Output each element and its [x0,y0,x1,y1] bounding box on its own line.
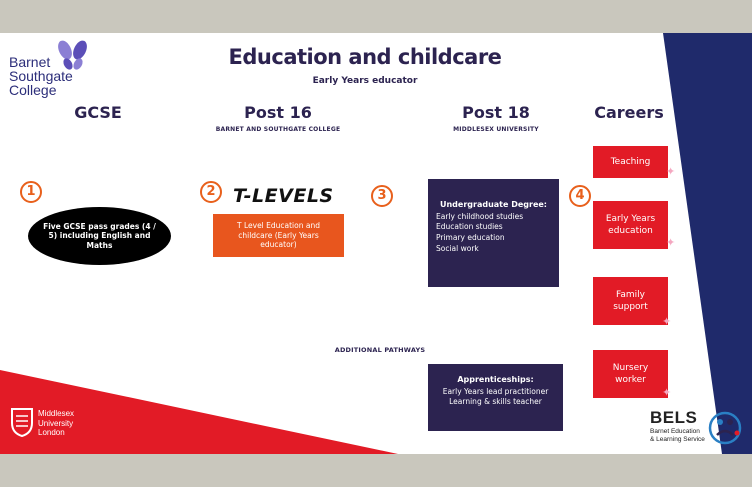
career-line: Nursery [612,362,649,373]
bels-logo-line2: & Learning Service [650,435,705,443]
column-title-post18: Post 18 [462,103,530,122]
degree-item: Early childhood studies [436,211,524,221]
university-logo-line3: London [38,428,65,437]
career-box-teaching [593,146,668,178]
column-title-post16: Post 16 [244,103,312,122]
apprenticeships-box [428,364,563,431]
bels-emblem-icon [708,411,742,445]
column-subtitle-post18: MIDDLESEX UNIVERSITY [453,126,539,133]
university-crest-icon [10,407,34,437]
additional-pathways-label: ADDITIONAL PATHWAYS [334,346,426,354]
navy-corner-band [663,33,752,454]
sparkle-icon: ✦ [662,386,672,399]
sparkle-icon: ✦ [662,315,672,328]
step-number-4: 4 [569,185,591,207]
degree-item: Social work [436,244,479,254]
gcse-requirement-text: Five GCSE pass grades (4 / 5) including English and Maths [43,221,156,250]
university-logo-line2: University [38,418,74,428]
college-logo-line2: Southgate [9,68,73,84]
page-subtitle: Early Years educator [312,76,418,86]
step-number-1: 1 [20,181,42,203]
bels-logo-wordmark: BELS [650,408,698,427]
career-line: Teaching [610,156,651,167]
degree-box [428,179,559,287]
column-subtitle-post16: BARNET AND SOUTHGATE COLLEGE [215,126,341,133]
career-line: Early Years [605,213,656,224]
tlevels-logo: T-LEVELS [233,185,334,207]
bels-logo [650,408,705,443]
apprenticeships-heading: Apprenticeships: [457,375,534,384]
sparkle-icon: ✦ [666,165,676,178]
tlevel-course-text: T Level Education and childcare (Early Years educator) [237,221,320,250]
career-line: Family [616,289,645,300]
career-box-early-years [593,201,668,249]
career-line: worker [615,375,646,385]
tlevel-course-box [213,214,344,257]
degree-heading: Undergraduate Degree: [439,200,547,209]
career-box-nursery-worker [593,350,668,398]
step-number-2: 2 [200,181,222,203]
step-number-3: 3 [371,185,393,207]
degree-item: Education studies [436,222,503,232]
career-line: support [613,302,648,312]
university-logo-line1: Middlesex [38,409,75,418]
college-logo-line1: Barnet [9,54,51,70]
college-logo-line3: College [9,82,57,98]
degree-item: Primary education [436,233,505,243]
slide [0,33,752,454]
apprenticeship-item: Early Years lead practitioner [442,386,549,396]
column-title-gcse: GCSE [74,103,122,122]
column-title-careers: Careers [594,103,664,122]
university-logo [38,409,74,438]
career-line: education [608,226,653,236]
page-title: Education and childcare [228,45,502,69]
apprenticeship-item: Learning & skills teacher [449,397,542,407]
sparkle-icon: ✦ [666,236,676,249]
gcse-requirement-oval [28,207,171,265]
career-box-family-support [593,277,668,325]
bels-logo-line1: Barnet Education [650,428,700,435]
